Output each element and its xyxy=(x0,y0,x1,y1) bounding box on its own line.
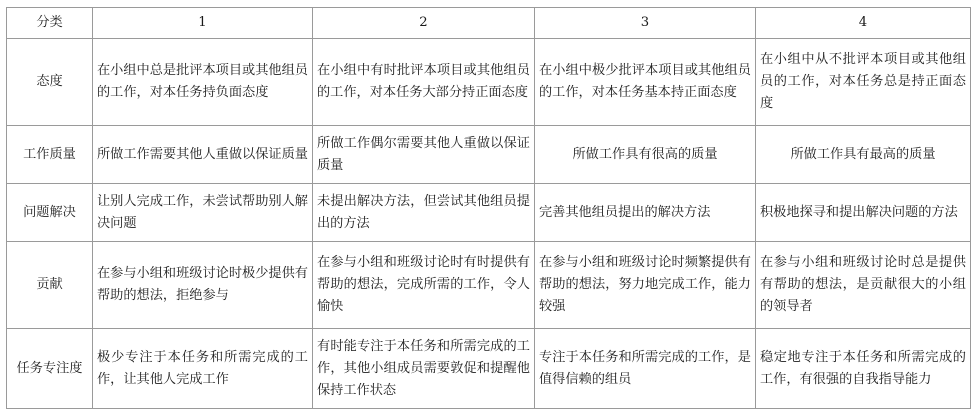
header-level-2: 2 xyxy=(313,8,535,39)
table-row-attitude xyxy=(7,39,971,126)
work-quality-level-3: 所做工作具有很高的质量 xyxy=(535,126,756,184)
row-category-contribution: 贡献 xyxy=(7,242,93,329)
table-row-task-focus xyxy=(7,329,971,409)
attitude-level-3: 在小组中极少批评本项目或其他组员的工作，对本任务基本持正面态度 xyxy=(535,39,756,126)
contribution-level-2: 在参与小组和班级讨论时有时提供有帮助的想法，完成所需的工作，令人愉快 xyxy=(313,242,535,329)
row-category-attitude: 态度 xyxy=(7,39,93,126)
work-quality-level-2: 所做工作偶尔需要其他人重做以保证质量 xyxy=(313,126,535,184)
problem-solving-level-3: 完善其他组员提出的解决方法 xyxy=(535,184,756,242)
contribution-level-1: 在参与小组和班级讨论时极少提供有帮助的想法，拒绝参与 xyxy=(93,242,313,329)
header-level-3: 3 xyxy=(535,8,756,39)
header-row xyxy=(7,8,971,39)
header-category: 分类 xyxy=(7,8,93,39)
table-row-problem-solving xyxy=(7,184,971,242)
task-focus-level-2: 有时能专注于本任务和所需完成的工作，其他小组成员需要敦促和提醒他保持工作状态 xyxy=(313,329,535,409)
task-focus-level-4: 稳定地专注于本任务和所需完成的工作，有很强的自我指导能力 xyxy=(756,329,971,409)
row-category-work-quality: 工作质量 xyxy=(7,126,93,184)
contribution-level-4: 在参与小组和班级讨论时总是提供有帮助的想法，是贡献很大的小组的领导者 xyxy=(756,242,971,329)
contribution-level-3: 在参与小组和班级讨论时频繁提供有帮助的想法，努力地完成工作，能力较强 xyxy=(535,242,756,329)
header-level-4: 4 xyxy=(756,8,971,39)
table-row-contribution xyxy=(7,242,971,329)
row-category-problem-solving: 问题解决 xyxy=(7,184,93,242)
problem-solving-level-2: 未提出解决方法，但尝试其他组员提出的方法 xyxy=(313,184,535,242)
attitude-level-2: 在小组中有时批评本项目或其他组员的工作，对本任务大部分持正面态度 xyxy=(313,39,535,126)
work-quality-level-4: 所做工作具有最高的质量 xyxy=(756,126,971,184)
header-level-1: 1 xyxy=(93,8,313,39)
work-quality-level-1: 所做工作需要其他人重做以保证质量 xyxy=(93,126,313,184)
task-focus-level-3: 专注于本任务和所需完成的工作，是值得信赖的组员 xyxy=(535,329,756,409)
evaluation-rubric-table xyxy=(6,7,971,409)
problem-solving-level-4: 积极地探寻和提出解决问题的方法 xyxy=(756,184,971,242)
table-row-work-quality xyxy=(7,126,971,184)
row-category-task-focus: 任务专注度 xyxy=(7,329,93,409)
problem-solving-level-1: 让别人完成工作，未尝试帮助别人解决问题 xyxy=(93,184,313,242)
attitude-level-4: 在小组中从不批评本项目或其他组员的工作，对本任务总是持正面态度 xyxy=(756,39,971,126)
attitude-level-1: 在小组中总是批评本项目或其他组员的工作，对本任务持负面态度 xyxy=(93,39,313,126)
task-focus-level-1: 极少专注于本任务和所需完成的工作，让其他人完成工作 xyxy=(93,329,313,409)
